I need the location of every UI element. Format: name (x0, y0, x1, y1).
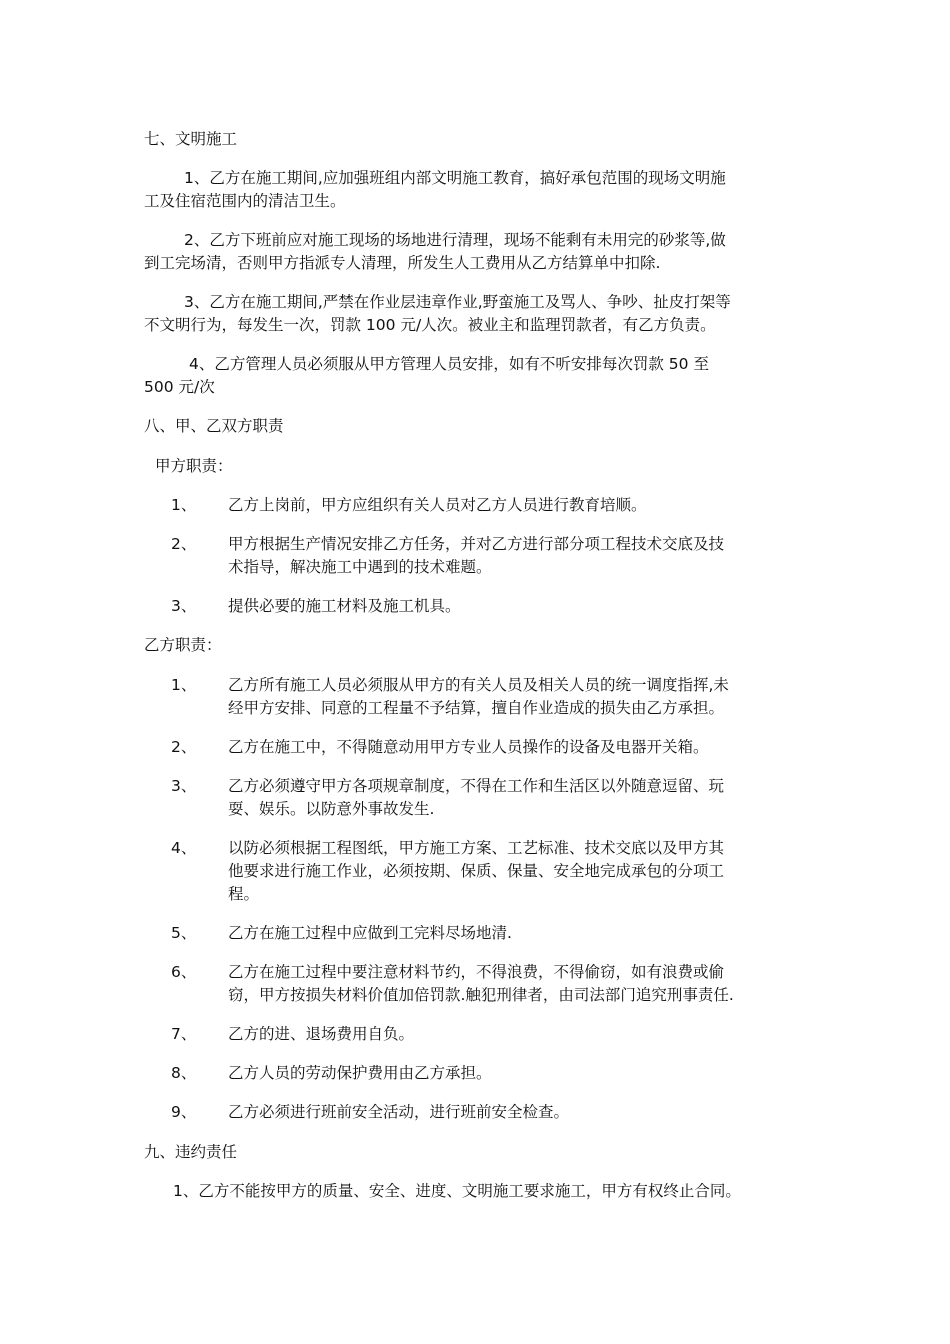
list-text (228, 922, 808, 945)
list-text (228, 775, 808, 821)
list-line: 乙方必须进行班前安全活动，进行班前安全检查。 (228, 1103, 570, 1121)
section-9-title: 九、违约责任 (144, 1143, 238, 1161)
list-number: 3、 (171, 777, 197, 795)
list-text (228, 1101, 808, 1124)
list-line: 经甲方安排、同意的工程量不予结算，擅自作业造成的损失由乙方承担。 (228, 699, 725, 717)
section-7-item-4-line-1: 4、乙方管理人员必须服从甲方管理人员安排，如有不听安排每次罚款 50 至 (189, 355, 709, 373)
list-number: 4、 (171, 839, 197, 857)
section-8-title: 八、甲、乙双方职责 (144, 417, 284, 435)
list-text (228, 1062, 808, 1085)
list-text (228, 674, 808, 720)
section-9-item-1: 1、乙方不能按甲方的质量、安全、进度、文明施工要求施工，甲方有权终止合同。 (173, 1182, 741, 1200)
list-number: 1、 (171, 676, 197, 694)
list-number: 1、 (171, 496, 197, 514)
list-number: 2、 (171, 535, 197, 553)
list-line: 耍、娱乐。以防意外事故发生. (228, 800, 435, 818)
list-line: 他要求进行施工作业，必须按期、保质、保量、安全地完成承包的分项工 (228, 862, 725, 880)
list-number: 2、 (171, 738, 197, 756)
section-7-title: 七、文明施工 (144, 130, 238, 148)
list-text (228, 837, 808, 906)
list-number: 9、 (171, 1103, 197, 1121)
list-text (228, 961, 808, 1007)
party-b-label: 乙方职责： (144, 636, 222, 654)
section-7-item-1-line-2: 工及住宿范围内的清洁卫生。 (144, 192, 346, 210)
section-7-item-2-line-1: 2、乙方下班前应对施工现场的场地进行清理，现场不能剩有未用完的砂浆等,做 (184, 231, 726, 249)
list-line: 乙方上岗前，甲方应组织有关人员对乙方人员进行教育培顺。 (228, 496, 647, 514)
list-number: 3、 (171, 597, 197, 615)
list-line: 乙方在施工中，不得随意动用甲方专业人员操作的设备及电器开关箱。 (228, 738, 709, 756)
list-text (228, 494, 808, 517)
section-7-item-3-line-1: 3、乙方在施工期间,严禁在作业层违章作业,野蛮施工及骂人、争吵、扯皮打架等 (184, 293, 731, 311)
list-line: 乙方在施工过程中要注意材料节约，不得浪费，不得偷窃，如有浪费或偷 (228, 963, 725, 981)
list-line: 乙方必须遵守甲方各项规章制度，不得在工作和生活区以外随意逗留、玩 (228, 777, 725, 795)
list-line: 提供必要的施工材料及施工机具。 (228, 597, 461, 615)
list-line: 乙方的进、退场费用自负。 (228, 1025, 415, 1043)
list-line: 乙方人员的劳动保护费用由乙方承担。 (228, 1064, 492, 1082)
list-number: 6、 (171, 963, 197, 981)
list-number: 7、 (171, 1025, 197, 1043)
list-line: 术指导，解决施工中遇到的技术难题。 (228, 558, 492, 576)
list-line: 乙方所有施工人员必须服从甲方的有关人员及相关人员的统一调度指挥,未 (228, 676, 729, 694)
section-7-item-2-line-2: 到工完场清，否则甲方指派专人清理，所发生人工费用从乙方结算单中扣除. (144, 254, 661, 272)
list-line: 乙方在施工过程中应做到工完料尽场地清. (228, 924, 512, 942)
section-7-item-3-line-2: 不文明行为，每发生一次，罚款 100 元/人次。被业主和监理罚款者，有乙方负责。 (144, 316, 716, 334)
list-text (228, 736, 808, 759)
list-number: 5、 (171, 924, 197, 942)
list-line: 程。 (228, 885, 260, 903)
list-line: 甲方根据生产情况安排乙方任务，并对乙方进行部分项工程技术交底及技 (228, 535, 725, 553)
list-line: 以防必须根据工程图纸，甲方施工方案、工艺标准、技术交底以及甲方其 (228, 839, 725, 857)
list-text (228, 1023, 808, 1046)
list-number: 8、 (171, 1064, 197, 1082)
list-line: 窃，甲方按损失材料价值加倍罚款.触犯刑律者，由司法部门追究刑事责任. (228, 986, 734, 1004)
list-text (228, 533, 808, 579)
list-text (228, 595, 808, 618)
section-7-item-4-line-2: 500 元/次 (144, 378, 215, 396)
section-7-item-1-line-1: 1、乙方在施工期间,应加强班组内部文明施工教育，搞好承包范围的现场文明施 (184, 169, 726, 187)
party-a-label: 甲方职责： (155, 457, 233, 475)
